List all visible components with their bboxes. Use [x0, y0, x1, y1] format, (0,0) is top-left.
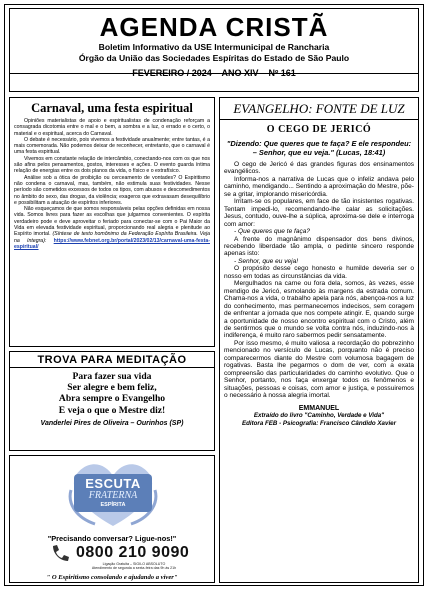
escuta-logo	[74, 474, 152, 512]
evangelho-paragraph: O propósito desse cego honesto e humilde deveria ser o nosso em todas as circunstâncias da vida.	[224, 265, 414, 280]
carnaval-article	[9, 97, 215, 347]
newsletter-page	[4, 4, 424, 586]
carnaval-paragraph: Não esqueçamos de que somos responsáveis pelas opções definidas em nossa vida. Somos livres para fazer as escolhas que julgarmos convenientes. O espírita verdadeiro pode e deve aproveitar o feriado para conectar-se com o Pai Maior da Vida em elevada festividade espiritual, proporcionando real alegria e plenitude ao Espírito imortal. (Síntese de texto homônimo da Federação Espírita Brasileira. Veja na íntegra): https://www.febnet.org.br/portal/2023/02/13/carnaval-uma-festa-espiritual/	[14, 206, 210, 250]
evangelho-text	[224, 161, 414, 400]
trova-line: Ser alegre e bem feliz,	[67, 382, 157, 394]
masthead-divider	[10, 73, 418, 74]
trova-verse	[14, 371, 210, 416]
trova-author: Vanderlei Pires de Oliveira – Ourinhos (SP)	[40, 419, 184, 427]
carnaval-paragraph: Vivemos em constante relação de intercâmbio, conectando-nos com os que nos são afins pelos pensamentos, gostos, interesses e ações. O evento guarda íntima relação de energias entre os dois planos da vida, o físico e o extrafísico.	[14, 155, 210, 175]
escuta-phone	[50, 544, 200, 562]
escuta-phone-number[interactable]: 0800 210 9090	[76, 544, 190, 561]
carnaval-paragraph: Opiniões materialistas de apoio e espiritualistas de condenação reforçam a consagrada dicotomia entre o mal e o bem, a sombra e a luz, o errado e o certo, o material e o espiritual, acerca do Carnaval.	[14, 118, 210, 137]
escuta-slogan: " O Espiritismo consolando e ajudando a viver"	[46, 574, 178, 581]
trova-heading: TROVA PARA MEDITAÇÃO	[10, 352, 214, 368]
evangelho-credit-publisher: Editora FEB - Psicografia: Francisco Cândido Xavier	[241, 419, 397, 427]
carnaval-heading: Carnaval, uma festa espiritual	[31, 101, 193, 115]
evangelho-paragraph: Mergulhados na carne ou fora dela, somos, às vezes, esse mendigo de Jericó, esmolando às margens da estrada comum. Chama-nos a vida, o trabalho apela para nós, abençoa-nos a luz do conhecimento, mas permanecemos indecisos, sem coragem de enfrentar a jornada que nos compete atingir. E, quando surge a oportunidade de nosso encontro espiritual com o Cristo, além de sentirmos que o mundo se volta contra nós, induzindo-nos à indiferença, é muito raro sabermos pedir sensatamente.	[224, 280, 414, 340]
edition-info: FEVEREIRO / 2024 – ANO XIV – Nº 161	[132, 68, 296, 78]
trova-section	[9, 351, 215, 451]
evangelho-dialog: - Que queres que te faça?	[234, 228, 311, 236]
escuta-fraterna-ad	[9, 455, 215, 583]
evangelho-quote: "Dizendo: Que queres que te faça? E ele respondeu: – Senhor, que eu veja." (Lucas, 18:41)	[226, 139, 412, 157]
trova-line: E veja o que o Mestre diz!	[58, 404, 166, 416]
evangelho-signature: EMMANUEL	[298, 404, 340, 412]
evangelho-paragraph: O cego de Jericó é das grandes figuras dos ensinamentos evangélicos.	[224, 161, 414, 176]
carnaval-source-note: (Síntese de texto homônimo da Federação Espírita Brasileira. Veja na íntegra):	[14, 231, 210, 244]
escuta-logo-line2: FRATERNA	[88, 490, 138, 501]
newsletter-title: AGENDA CRISTÃ	[99, 12, 329, 42]
newsletter-organization: Órgão da União das Sociedades Espíritas do Estado de São Paulo	[78, 53, 350, 63]
evangelho-credit-book: Extraído do livro "Caminho, Verdade e Vida"	[253, 411, 385, 419]
evangelho-title: O CEGO DE JERICÓ	[266, 124, 372, 135]
newsletter-subtitle: Boletim Informativo da USE Intermunicipal de Rancharia	[98, 42, 330, 52]
evangelho-paragraph: Irritam-se os populares, em face de tão insistentes rogativas. Tentam impedi-lo, recomendando-lhe calar as solicitações. Jesus, contudo, ouve-lhe a súplica, aproxima-se dele e interroga com amor:	[224, 198, 414, 228]
evangelho-heading: EVANGELHO: FONTE DE LUZ	[220, 101, 418, 120]
evangelho-dialog: - Senhor, que eu veja!	[234, 257, 299, 265]
escuta-call-text: "Precisando conversar? Ligue-nos!"	[47, 534, 177, 543]
evangelho-paragraph: A frente do magnânimo dispensador dos bens divinos, recebendo liberdade tão ampla, o pedinte sincero responde apenas isto:	[224, 235, 414, 258]
carnaval-source-link[interactable]: https://www.febnet.org.br/portal/2023/02/13/carnaval-uma-festa-espiritual/	[14, 237, 210, 250]
evangelho-paragraph: Por isso mesmo, é muito valiosa a recordação do pobrezinho mencionado no versículo de Lucas, porquanto não é preciso comparecermos diante do Mestre com volumosa bagagem de rogativas. Basta lhe pegarmos o dom de ver, com a exata compreensão das particularidades do caminho evolutivo. Que o Senhor, portanto, nos faça enxergar todos os fenômenos e situações, pessoas e coisas, com amor e justiça, e possuiremos o necessário à nossa alegria imortal.	[224, 339, 414, 400]
escuta-logo-line3: ESPÍRITA	[100, 502, 126, 508]
carnaval-paragraph: O debate é necessário, pois vivemos a festividade anualmente; entre tantas, é a mais comemorada. Não podemos deixar de reconhecer, entretanto, que o carnaval é uma festa espiritual.	[14, 136, 210, 156]
escuta-fine-print: Ligação Gratuita – SIGILO ABSOLUTO Atendimento de segunda a sexta-feira das 9h às 21h	[91, 562, 177, 571]
masthead	[9, 8, 419, 92]
evangelho-section	[219, 97, 419, 583]
carnaval-paragraph: Análise sob a ótica de proibição ou cerceamento de vontades? O Espiritismo não condena o carnaval, mas, também, não estimula suas festividades. Nesse período são cometidos excessos de todos os tipos, com abusos e descomedimentos no âmbito do sexo, das drogas, da violência; exageros que extravasam desequilíbrio e possibilitam a atuação de espíritos inferiores.	[14, 174, 210, 206]
evangelho-paragraph: Informa-nos a narrativa de Lucas que o infeliz andava pelo caminho, mendigando... Sentindo a aproximação do Mestre, põe-se a gritar, implorando misericórdia.	[224, 175, 414, 198]
left-column	[9, 97, 215, 583]
trova-line: Abra sempre o Evangelho	[58, 393, 166, 405]
trova-line: Para fazer sua vida	[72, 371, 152, 382]
escuta-logo-line1: ESCUTA	[85, 476, 141, 491]
phone-icon	[50, 544, 70, 562]
